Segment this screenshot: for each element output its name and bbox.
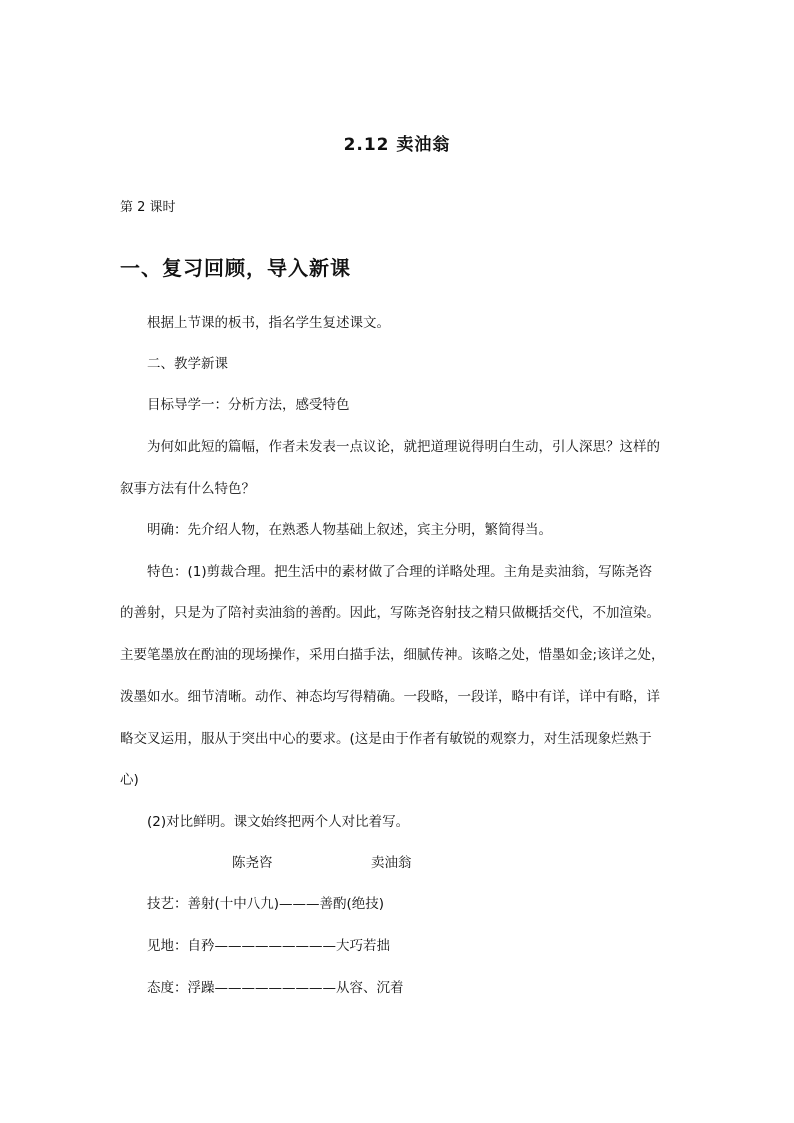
comparison-row-attitude: 态度：浮躁—————————从容、沉着 bbox=[147, 980, 404, 996]
feature-line-2: 的善射，只是为了陪衬卖油翁的善酌。因此，写陈尧咨射技之精只做概括交代，不加渲染。 bbox=[120, 605, 660, 621]
comparison-header-right: 卖油翁 bbox=[371, 855, 412, 871]
lesson-label: 第 2 课时 bbox=[120, 200, 176, 215]
question-line-2: 叙事方法有什么特色？ bbox=[120, 481, 255, 497]
comparison-row-insight: 见地：自矜—————————大巧若拙 bbox=[147, 938, 390, 954]
question-line-1: 为何如此短的篇幅，作者未发表一点议论，就把道理说得明白生动，引人深思？这样的 bbox=[147, 439, 660, 455]
comparison-row-skill: 技艺：善射(十中八九)———善酌(绝技) bbox=[147, 896, 385, 912]
comparison-header-left: 陈尧咨 bbox=[232, 855, 273, 871]
paragraph-contrast: (2)对比鲜明。课文始终把两个人对比着写。 bbox=[147, 814, 410, 830]
paragraph-goal: 目标导学一：分析方法，感受特色 bbox=[147, 397, 350, 413]
document-title: 2.12 卖油翁 bbox=[343, 135, 451, 155]
paragraph-new-lesson: 二、教学新课 bbox=[147, 356, 228, 372]
feature-line-5: 略交叉运用，服从于突出中心的要求。(这是由于作者有敏锐的观察力，对生活现象烂熟于 bbox=[120, 731, 652, 747]
feature-line-3: 主要笔墨放在酌油的现场操作，采用白描手法，细腻传神。该略之处，惜墨如金;该详之处， bbox=[120, 647, 665, 663]
feature-line-4: 泼墨如水。细节清晰。动作、神态均写得精确。一段略，一段详，略中有详，详中有略，详 bbox=[120, 689, 660, 705]
paragraph-answer: 明确：先介绍人物，在熟悉人物基础上叙述，宾主分明，繁简得当。 bbox=[147, 522, 552, 538]
feature-line-6: 心) bbox=[120, 772, 139, 788]
section-heading: 一、复习回顾，导入新课 bbox=[120, 256, 351, 280]
paragraph-review: 根据上节课的板书，指名学生复述课文。 bbox=[147, 315, 390, 331]
feature-line-1: 特色：(1)剪裁合理。把生活中的素材做了合理的详略处理。主角是卖油翁，写陈尧咨 bbox=[147, 564, 653, 580]
